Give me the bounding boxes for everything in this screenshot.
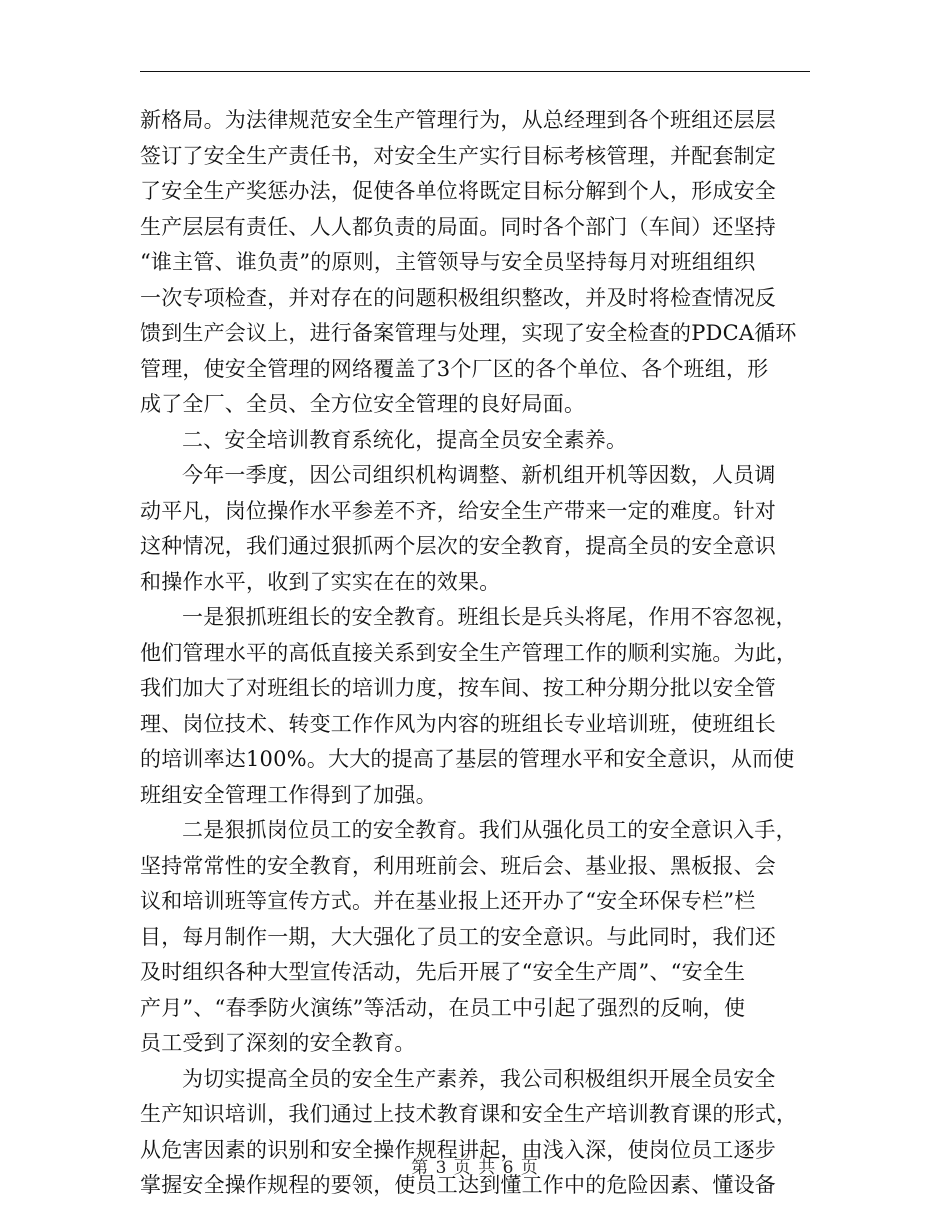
text-line: 管理，使安全管理的网络覆盖了3个厂区的各个单位、各个班组，形 bbox=[140, 356, 769, 381]
paragraph-start: 为切实提高全员的安全生产素养，我公司积极组织开展全员安全 bbox=[182, 1066, 776, 1091]
text-line: 目，每月制作一期，大大强化了员工的安全意识。与此同时，我们还 bbox=[140, 924, 776, 949]
text-line: 签订了安全生产责任书，对安全生产实行目标考核管理，并配套制定 bbox=[140, 143, 776, 168]
text-line: 理、岗位技术、转变工作作风为内容的班组长专业培训班，使班组长 bbox=[140, 711, 776, 736]
text-line: 产月”、“春季防火演练”等活动，在员工中引起了强烈的反响，使 bbox=[140, 995, 746, 1020]
page-number-footer: 第 3 页 共 6 页 bbox=[411, 1158, 539, 1178]
paragraph-start: 二是狠抓岗位员工的安全教育。我们从强化员工的安全意识入手， bbox=[182, 818, 797, 842]
text-line: 动平凡，岗位操作水平参差不齐，给安全生产带来一定的难度。针对 bbox=[140, 498, 776, 523]
text-line: “谁主管、谁负责”的原则，主管领导与安全员坚持每月对班组组织 bbox=[140, 250, 756, 274]
header-rule bbox=[140, 71, 810, 72]
text-line: 成了全厂、全员、全方位安全管理的良好局面。 bbox=[140, 392, 586, 416]
section-heading: 二、安全培训教育系统化，提高全员安全素养。 bbox=[182, 427, 628, 452]
text-line: 掌握安全操作规程的要领，使员工达到懂工作中的危险因素、懂设备 bbox=[140, 1173, 776, 1197]
text-line: 班组安全管理工作得到了加强。 bbox=[140, 782, 437, 807]
text-line: 从危害因素的识别和安全操作规程讲起，由浅入深，使岗位员工逐步 bbox=[140, 1137, 776, 1162]
text-line: 的培训率达100%。大大的提高了基层的管理水平和安全意识，从而使 bbox=[140, 747, 795, 771]
text-line: 我们加大了对班组长的培训力度，按车间、按工种分期分批以安全管 bbox=[140, 676, 776, 700]
text-line: 这种情况，我们通过狠抓两个层次的安全教育，提高全员的安全意识 bbox=[140, 534, 776, 558]
text-line: 馈到生产会议上，进行备案管理与处理，实现了安全检查的PDCA循环 bbox=[140, 321, 797, 345]
text-line: 他们管理水平的高低直接关系到安全生产管理工作的顺利实施。为此， bbox=[140, 640, 798, 665]
text-line: 及时组织各种大型宣传活动，先后开展了“安全生产周”、“安全生 bbox=[140, 960, 746, 984]
text-line: 新格局。为法律规范安全生产管理行为，从总经理到各个班组还层层 bbox=[140, 108, 776, 132]
document-body bbox=[140, 103, 810, 1204]
paragraph-start: 一是狠抓班组长的安全教育。班组长是兵头将尾，作用不容忽视， bbox=[182, 605, 797, 629]
text-line: 议和培训班等宣传方式。并在基业报上还开办了“安全环保专栏”栏 bbox=[140, 889, 756, 913]
text-line: 生产层层有责任、人人都负责的局面。同时各个部门（车间）还坚持 bbox=[140, 214, 776, 239]
text-line: 一次专项检查，并对存在的问题积极组织整改，并及时将检查情况反 bbox=[140, 285, 776, 310]
text-line: 生产知识培训，我们通过上技术教育课和安全生产培训教育课的形式， bbox=[140, 1102, 798, 1126]
text-line: 坚持常常性的安全教育，利用班前会、班后会、基业报、黑板报、会 bbox=[140, 853, 776, 878]
paragraph-start: 今年一季度，因公司组织机构调整、新机组开机等因数，人员调 bbox=[182, 463, 776, 487]
text-line: 员工受到了深刻的安全教育。 bbox=[140, 1031, 416, 1055]
text-line: 和操作水平，收到了实实在在的效果。 bbox=[140, 569, 501, 594]
text-line: 了安全生产奖惩办法，促使各单位将既定目标分解到个人，形成安全 bbox=[140, 179, 776, 203]
